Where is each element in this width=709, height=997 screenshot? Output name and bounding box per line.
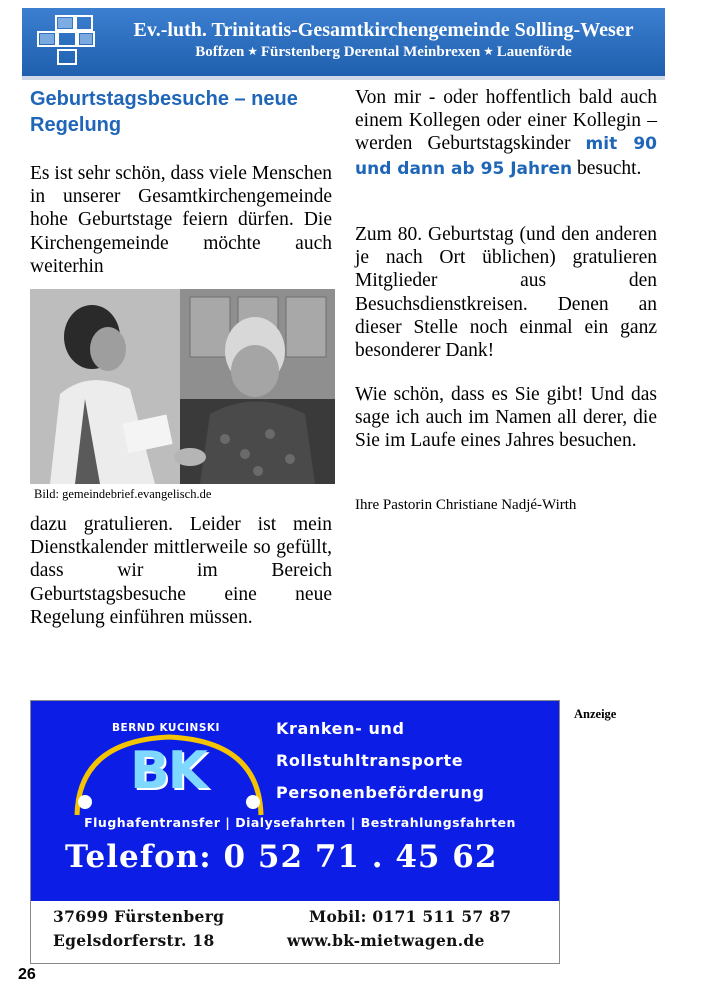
article-paragraph-2: dazu gratulieren. Leider ist mein Dienstkalender mittlerweile so gefüllt, dass wir im Bereich Geburtstagsbesuche eine neue Regelung einführen müssen. (30, 514, 332, 628)
star-separator-icon: ★ (248, 46, 258, 58)
ad-phone: Telefon: 0 52 71 . 45 62 (65, 839, 498, 875)
header-banner (22, 8, 665, 80)
page-number: 26 (18, 966, 36, 983)
photo-credit: Bild: gemeindebrief.evangelisch.de (34, 487, 212, 501)
ad-city: 37699 Fürstenberg (53, 907, 225, 926)
ad-mobile: Mobil: 0171 511 57 87 (309, 907, 512, 926)
ad-owner-name: BERND KUCINSKI (112, 722, 220, 734)
parish-villages (106, 43, 661, 62)
article-paragraph-4: Zum 80. Geburtstag (und den anderen je nach Ort üblichen) gratulieren Mitglieder aus den Besuchsdienstkreisen. Denen an dieser Stelle noch einmal ein ganz besonderer Dank! (355, 224, 657, 362)
article-paragraph-1: Es ist sehr schön, dass viele Menschen in unserer Gesamtkirchengemeinde hohe Geburtstage feiern dürfen. Die Kirchengemeinde möchte auch weiterhin (30, 163, 332, 277)
article-paragraph-5: Wie schön, dass es Sie gibt! Und das sage ich auch im Namen all derer, die Sie im Laufe eines Jahres besuchen. (355, 384, 657, 452)
birthday-visit-photo (30, 289, 335, 484)
ad-blue-panel (31, 701, 559, 901)
village-lauenfoerde: Lauenförde (496, 44, 572, 60)
article-paragraph-3 (355, 86, 657, 181)
star-separator-icon: ★ (484, 46, 493, 58)
ad-website: www.bk-mietwagen.de (287, 931, 485, 950)
ad-services: Flughafentransfer | Dialysefahrten | Bestrahlungsfahrten (84, 815, 516, 830)
article-title: Geburtstagsbesuche – neue Regelung (30, 88, 298, 136)
ad-label: Anzeige (574, 707, 617, 721)
paragraph-3-end: besucht. (572, 157, 642, 179)
ad-line-1: Kranken- und (276, 719, 405, 738)
photo-illustration (30, 289, 335, 484)
ad-line-3: Personenbeförderung (276, 783, 485, 802)
signature: Ihre Pastorin Christiane Nadjé-Wirth (355, 497, 577, 513)
village-fuerstenberg: Fürstenberg Derental Meinbrexen (260, 44, 481, 60)
ad-street: Egelsdorferstr. 18 (53, 931, 215, 950)
ad-line-2: Rollstuhltransporte (276, 751, 464, 770)
bk-logo-letters: BK (130, 741, 206, 801)
village-boffzen: Boffzen (195, 44, 245, 60)
church-logo-icon (34, 14, 98, 72)
paragraph-3-start: Von mir - oder hoffentlich bald auch einem Kollegen oder einer Kollegin – werden Geburtstagskinder (355, 87, 657, 155)
advertisement-bk (30, 700, 560, 964)
parish-name: Ev.-luth. Trinitatis-Gesamtkirchengemeinde Solling-Weser (133, 19, 634, 41)
age-highlight: mit 90 und dann ab 95 Jahren (355, 134, 657, 179)
